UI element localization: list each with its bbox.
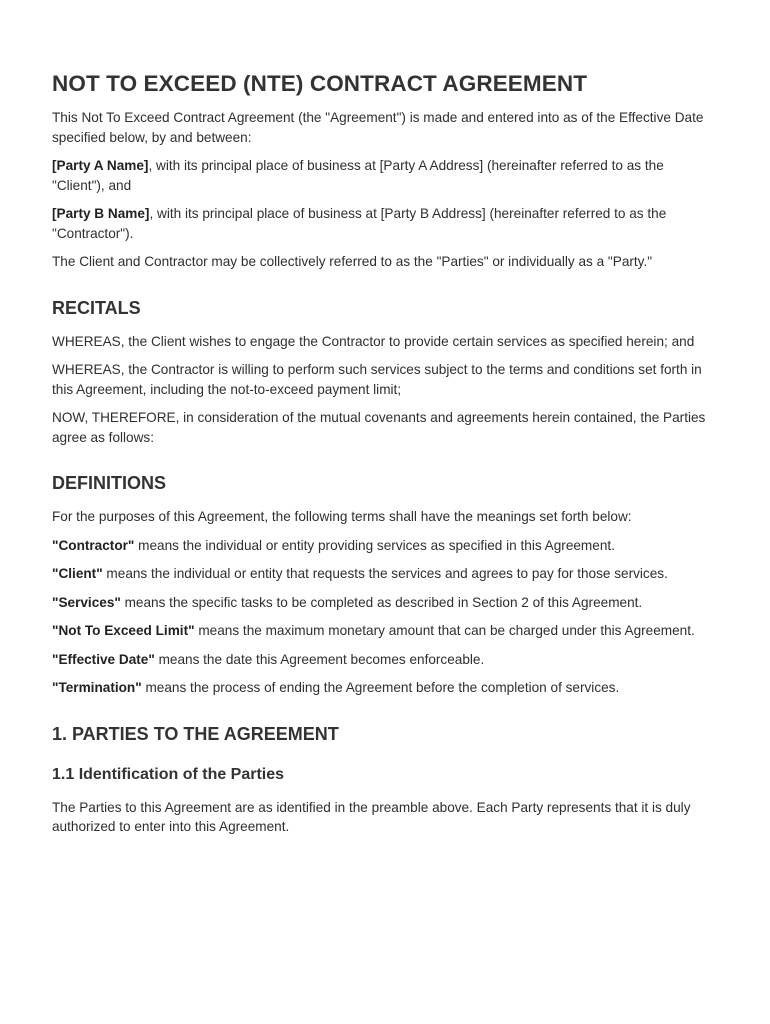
definition-item: [52, 650, 720, 670]
recitals-heading: RECITALS: [52, 297, 141, 318]
definitions-intro: For the purposes of this Agreement, the following terms shall have the meanings set forth below:: [52, 509, 632, 524]
party-a-name: [Party A Name]: [52, 158, 149, 173]
preamble-intro: This Not To Exceed Contract Agreement (the "Agreement") is made and entered into as of the Effective Date specified below, by and between:: [52, 110, 704, 145]
definition-item: [52, 678, 720, 698]
party-a-paragraph: [52, 156, 720, 195]
definition-term: "Services": [52, 594, 121, 610]
definition-text: means the specific tasks to be completed as described in Section 2 of this Agreement.: [120, 594, 643, 610]
definitions-heading: DEFINITIONS: [52, 473, 167, 493]
definition-term: "Not To Exceed Limit": [52, 623, 195, 638]
definition-text: means the date this Agreement becomes enforceable.: [154, 651, 485, 667]
section1-heading: 1. PARTIES TO THE AGREEMENT: [52, 723, 339, 744]
document-page: [52, 70, 720, 846]
recital-item: WHEREAS, the Contractor is willing to perform such services subject to the terms and conditions set forth in this Agreement, including the not-to-exceed payment limit;: [52, 362, 702, 397]
party-b-name: [Party B Name]: [52, 206, 150, 221]
section1-subheading: 1.1 Identification of the Parties: [52, 765, 285, 783]
definition-text: means the individual or entity that requests the services and agrees to pay for those services.: [102, 566, 668, 581]
document-title: NOT TO EXCEED (NTE) CONTRACT AGREEMENT: [52, 71, 588, 96]
party-a-text: , with its principal place of business at [Party A Address] (hereinafter referred to as the "Client"), and: [52, 158, 664, 193]
definition-term: "Effective Date": [52, 651, 155, 667]
definition-item: [52, 536, 720, 556]
section1-paragraph: The Parties to this Agreement are as identified in the preamble above. Each Party represents that it is duly authorized to enter into this Agreement.: [52, 799, 691, 834]
collective-paragraph: The Client and Contractor may be collectively referred to as the "Parties" or individually as a "Party.": [52, 254, 653, 269]
definition-text: means the process of ending the Agreement before the completion of services.: [141, 680, 620, 695]
definition-term: "Termination": [52, 680, 142, 695]
definition-text: means the maximum monetary amount that can be charged under this Agreement.: [194, 623, 695, 638]
definition-term: "Contractor": [52, 537, 135, 553]
party-b-text: , with its principal place of business at [Party B Address] (hereinafter referred to as the "Contractor").: [52, 206, 667, 241]
definition-item: [52, 621, 720, 641]
definition-term: "Client": [52, 566, 103, 581]
definition-item: [52, 593, 720, 613]
recital-item: NOW, THEREFORE, in consideration of the mutual covenants and agreements herein contained, the Parties agree as follows:: [52, 410, 706, 445]
recital-item: WHEREAS, the Client wishes to engage the Contractor to provide certain services as specified herein; and: [52, 333, 695, 349]
definition-text: means the individual or entity providing services as specified in this Agreement.: [134, 537, 615, 553]
party-b-paragraph: [52, 204, 720, 243]
definition-item: [52, 564, 720, 584]
